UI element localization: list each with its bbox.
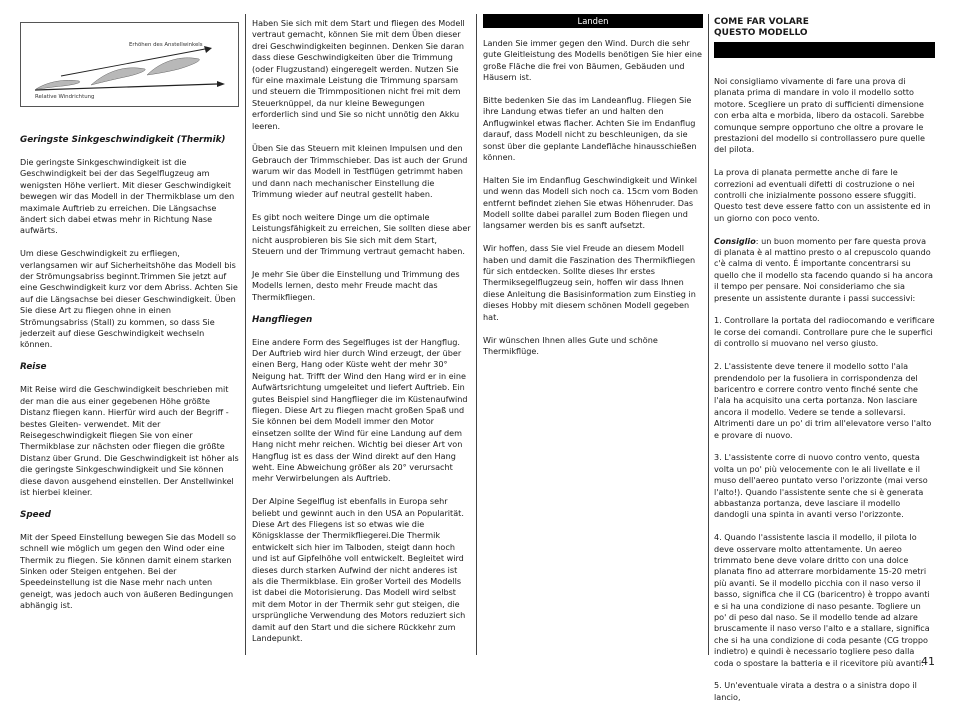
paragraph: Es gibt noch weitere Dinge um die optimale Leistungsfähigkeit zu erreichen, Sie sollten diese aber nicht ausprobieren bis Sie sich mit dem Start, Steuern und der Trimmung vertraut gemacht haben.: [252, 211, 471, 257]
paragraph: Landen Sie immer gegen den Wind. Durch die sehr gute Gleitleistung des Modells benötigen Sie hier eine große Fläche die frei von Bäumen, Gebäuden und Häusern ist.: [483, 38, 702, 83]
paragraph: Je mehr Sie über die Einstellung und Trimmung des Modells lernen, desto mehr Freude macht das Thermikfliegen.: [252, 268, 460, 302]
section-header-landen: Landen: [483, 14, 703, 28]
angle-of-attack-figure: [20, 22, 239, 107]
paragraph-consiglio: [714, 236, 935, 304]
italian-title-line1: COME FAR VOLARE: [714, 17, 809, 27]
paragraph: Haben Sie sich mit dem Start und fliegen des Modell vertraut gemacht, können Sie mit dem Üben dieser drei Geschwindigkeiten beginnen. Denken Sie daran dass diese Geschwindigkeiten über die Trimmung (oder Flugzustand) eingeregelt werden. Nutzen Sie für eine maximale Leistung die Trimmung sparsam und steuern die Trimmpositionen nicht frei mit dem Steuerknüppel, da nur kleine Bewegungen erforderlich sind und Sie so nicht unnötig den Akku leeren.: [252, 18, 465, 131]
paragraph: 1. Controllare la portata del radiocomando e verificare le corse dei comandi. Controllare pure che le superfici di controllo si muovano nel verso giusto.: [714, 315, 935, 349]
paragraph: 4. Quando l'assistente lascia il modello, il pilota lo deve osservare molto attentamente. Un aereo trimmato bene deve volare dritto con una dolce planata fino ad atterrare morbidamente 15-20 metri più avanti. Se il modello picchia con il naso verso il basso, significa che il CG (baricentro) è troppo avanti e si ha una condizione di naso pesante. Togliere un po' di peso dal naso. Se il modello tende ad alzare bruscamente il naso verso l'alto e a stallare, significa che si ha una condizione di coda pesante (CG troppo indietro) e quindi è necessario togliere peso dalla coda o spostare la batteria e il ricevitore più avanti.: [714, 532, 930, 668]
paragraph: Bitte bedenken Sie das im Landeanflug. Fliegen Sie ihre Landung etwas tiefer an und halten den Anflugwinkel etwas flacher. Achten Sie im Endanflug darauf, dass Modell nicht zu beschleunigen, da sie sonst über die geplante Landefläche hinausschießen können.: [483, 95, 697, 163]
column-divider-2: [476, 14, 477, 655]
figure-label-wind: Relative Windrichtung: [35, 94, 95, 100]
column-practice-hangflug: [252, 18, 471, 656]
heading-hangfliegen: Hangfliegen: [252, 314, 313, 325]
paragraph: Noi consigliamo vivamente di fare una prova di planata prima di mandare in volo il modello sotto motore. Scegliere un prato di sufficienti dimensione con erba alta e morbida, libero da ostacoli. Sarebbe comunque sempre opportuno che oltre a provare le prestazioni del modello si controllassero pure quelle del pilota.: [714, 76, 926, 155]
italian-title-line2: QUESTO MODELLO: [714, 28, 808, 38]
paragraph: Halten Sie im Endanflug Geschwindigkeit und Winkel und wenn das Modell sich noch ca. 15cm vom Boden entfernt befindet ziehen Sie etwas Höhenruder. Das Modell sollte dabei parallel zum Boden fliegen und langsamer werden bis es sanft aufsetzt.: [483, 174, 698, 231]
column-thermal-speeds: [20, 14, 239, 623]
column-italian: [714, 17, 935, 715]
heading-speed: Speed: [20, 509, 51, 520]
paragraph: 5. Un'eventuale virata a destra o a sinistra dopo il lancio,: [714, 680, 917, 702]
italian-title-bar: [714, 42, 935, 58]
paragraph: Mit der Speed Einstellung bewegen Sie das Modell so schnell wie möglich um gegen den Wind oder eine Thermik zu fliegen. Sie können damit einem starken Sinken oder Steigen entgehen. Bei der Speedeinstellung ist die Nase mehr nach unten geneigt, was jedoch auch von äußeren Bedingungen abhängig ist.: [20, 531, 236, 611]
column-divider-3: [708, 14, 709, 655]
paragraph: Mit Reise wird die Geschwindigkeit beschrieben mit der man die aus einer gegebenen Höhe größte Distanz fliegen kann. Hierfür wird auch der Begriff -bestes Gleiten- verwendet. Mit der Reisegeschwindigkeit fliegen Sie von einer Thermikblase zur nächsten oder fliegen die größte Distanz über Grund. Die Geschwindigkeit ist höher als die geringste Sinkgeschwindigkeit und Sie können diese davon ausgehend einstellen. Der Anstellwinkel ist hierbei kleiner.: [20, 384, 239, 497]
heading-reise: Reise: [20, 362, 47, 373]
heading-thermik: Geringste Sinkgeschwindigkeit (Thermik): [20, 135, 226, 145]
paragraph: Wir hoffen, dass Sie viel Freude an diesem Modell haben und damit die Faszination des Thermikfliegen für sich entdecken. Sollte dieses Ihr erstes Thermiksegelflugzeug sein, hoffen wir dass Ihnen diese Anleitung die Basisinformation zum Einstieg in dieses Hobby mit diesem schönen Modell gegeben hat.: [483, 243, 696, 322]
paragraph: Wir wünschen Ihnen alles Gute und schöne Thermikflüge.: [483, 334, 658, 356]
paragraph: Die geringste Sinkgeschwindigkeit ist die Geschwindigkeit bei der das Segelflugzeug am wenigsten Höhe verliert. Mit dieser Geschwindigkeit bewegen wir das Modell in der Thermikblase um den maximale Auftrieb zu erreichen. Die Längsachse ändert sich dabei etwas mehr in Richtung Nase aufwärts.: [20, 157, 235, 236]
consiglio-label: Consiglio: [714, 235, 756, 246]
consiglio-text: : un buon momento per fare questa prova di planata è al mattino presto o al crepuscolo quando c'è calma di vento. É importante concentrarsi su quello che il modello sta facendo quando si ha ancora il tempo per pensare. Noi consideriamo che sia presente un assistente durante i passi successivi:: [714, 235, 933, 303]
figure-label-angle: Erhöhen des Anstellwinkels: [129, 42, 203, 48]
paragraph: La prova di planata permette anche di fare le correzioni ad eventuali difetti di costruzione o nei controlli che inizialmente possono essere sfuggiti. Questo test deve essere fatto con un assistente ed in un giorno con poco vento.: [714, 167, 931, 223]
paragraph: 2. L'assistente deve tenere il modello sotto l'ala prendendolo per la fusoliera in corrispondenza del baricentro e correre contro vento finché sente che l'ala ha acquisito una certa portanza. Non lasciare ancora il modello. Vedere se tende a sollevarsi. Altrimenti dare un po' di trim all'elevatore verso l'alto e provare di nuovo.: [714, 361, 932, 440]
paragraph: Um diese Geschwindigkeit zu erfliegen, verlangsamen wir auf Sicherheitshöhe das Modell bis der Strömungsabriss beginnt.Trimmen Sie jetzt auf eine Geschwindigkeit kurz vor dem Abriss. Achten Sie auf die Längsachse bei dieser Geschwindigkeit. Üben Sie diese Art zu fliegen ohne in einen Strömungsabriss (Stall) zu kommen, so dass Sie jederzeit auf diese Geschwindigkeit wechseln können.: [20, 248, 238, 350]
column-divider-1: [245, 14, 246, 655]
column-landen: [483, 14, 703, 369]
paragraph: Eine andere Form des Segelfluges ist der Hangflug. Der Auftrieb wird hier durch Wind erzeugt, der über einen Berg, Hang oder Küste weht der mehr 30° Neigung hat. Trifft der Wind den Hang wird er in eine Aufwärtsrichtung umgeleitet und liefert Auftrieb. Ein gutes Beispiel sind Hangflieger die im Küstenaufwind fliegen. Diese Art zu fliegen macht großen Spaß und Sie können bei dem Modell immer den Motor einsetzen sollte der Wind für eine Landung auf dem Hang nicht mehr reichen. Wichtig bei dieser Art von Hangflug ist es dass der Wind direkt auf den Hang weht. Eine Abweichung größer als 20° verursacht mehr Verwirbelungen als Auftrieb.: [252, 336, 468, 484]
paragraph: Üben Sie das Steuern mit kleinen Impulsen und den Gebrauch der Trimmschieber. Das ist auch der Grund warum wir das Modell in Testflügen getrimmt haben und dann nach mechanischer Einstellung die Trimmung wieder auf neutral gestellt haben.: [252, 143, 468, 200]
italian-title: [714, 17, 935, 39]
paragraph: Der Alpine Segelflug ist ebenfalls in Europa sehr beliebt und gewinnt auch in den USA an Popularität. Diese Art des Fliegens ist so etwas wie die Königsklasse der Thermikfliegerei.Die Thermik entwickelt sich hier im Talboden, steigt dann hoch und ist auf Gipfelhöhe voll entwickelt. Begleitet wird dieses durch starken Aufwind der nicht anderes ist als die Thermikblase. Ein großer Vorteil des Modells ist dabei die Motorisierung. Das Modell wird selbst mit dem Motor in der Thermik sehr gut steigen, die ursprüngliche Verwendung des Motors reduziert sich damit auf den Start und die sichere Rückkehr zum Landepunkt.: [252, 496, 466, 644]
page-number: 41: [921, 655, 935, 668]
paragraph: 3. L'assistente corre di nuovo contro vento, questa volta un po' più velocemente con le ali livellate e il muso dell'aereo puntato verso l'orizzonte (mai verso l'alto!). Quando l'assistente sente che si è generata abbastanza portanza, deve lasciare il modello dandogli una spinta in avanti verso l'orizzonte.: [714, 452, 928, 520]
